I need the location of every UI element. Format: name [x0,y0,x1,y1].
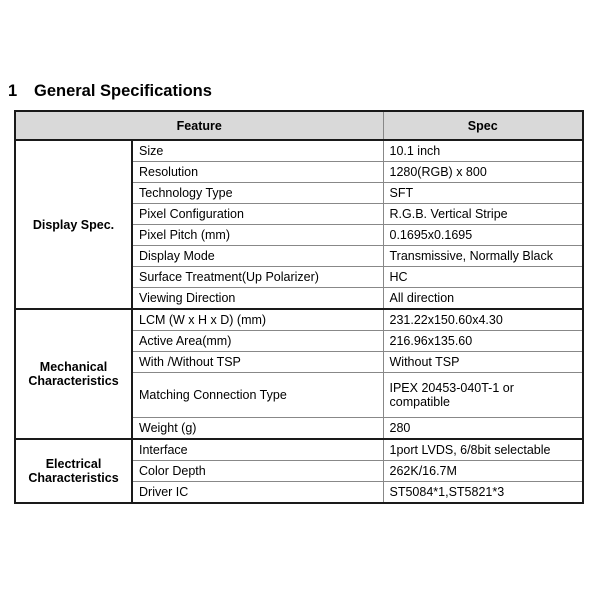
feature-cell: Interface [132,439,383,461]
spec-cell: 1280(RGB) x 800 [383,162,583,183]
spec-cell: Transmissive, Normally Black [383,246,583,267]
header-spec: Spec [383,111,583,140]
spec-cell: IPEX 20453-040T-1 or compatible [383,373,583,418]
section-title: General Specifications [34,82,212,100]
feature-cell: Resolution [132,162,383,183]
feature-cell: Pixel Pitch (mm) [132,225,383,246]
section-heading [8,82,212,101]
table-row [15,439,583,461]
spec-cell: 1port LVDS, 6/8bit selectable [383,439,583,461]
feature-cell: Driver IC [132,482,383,504]
spec-table [14,110,584,504]
table-row [15,140,583,162]
feature-cell: Weight (g) [132,418,383,440]
spec-table-body [15,140,583,503]
spec-cell: R.G.B. Vertical Stripe [383,204,583,225]
feature-cell: LCM (W x H x D) (mm) [132,309,383,331]
group-label: Mechanical Characteristics [15,309,132,439]
feature-cell: Technology Type [132,183,383,204]
spec-cell: 0.1695x0.1695 [383,225,583,246]
feature-cell: Display Mode [132,246,383,267]
feature-cell: Viewing Direction [132,288,383,310]
spec-cell: 216.96x135.60 [383,331,583,352]
spec-cell: SFT [383,183,583,204]
group-label: Display Spec. [15,140,132,309]
header-row [15,111,583,140]
feature-cell: Pixel Configuration [132,204,383,225]
feature-cell: Active Area(mm) [132,331,383,352]
spec-cell: Without TSP [383,352,583,373]
spec-cell: HC [383,267,583,288]
spec-cell: 10.1 inch [383,140,583,162]
spec-cell: 262K/16.7M [383,461,583,482]
feature-cell: With /Without TSP [132,352,383,373]
feature-cell: Size [132,140,383,162]
spec-cell: All direction [383,288,583,310]
feature-cell: Matching Connection Type [132,373,383,418]
feature-cell: Color Depth [132,461,383,482]
section-number: 1 [8,82,18,100]
spec-cell: 280 [383,418,583,440]
spec-cell: 231.22x150.60x4.30 [383,309,583,331]
table-row [15,309,583,331]
feature-cell: Surface Treatment(Up Polarizer) [132,267,383,288]
header-feature: Feature [15,111,383,140]
spec-cell: ST5084*1,ST5821*3 [383,482,583,504]
group-label: Electrical Characteristics [15,439,132,503]
